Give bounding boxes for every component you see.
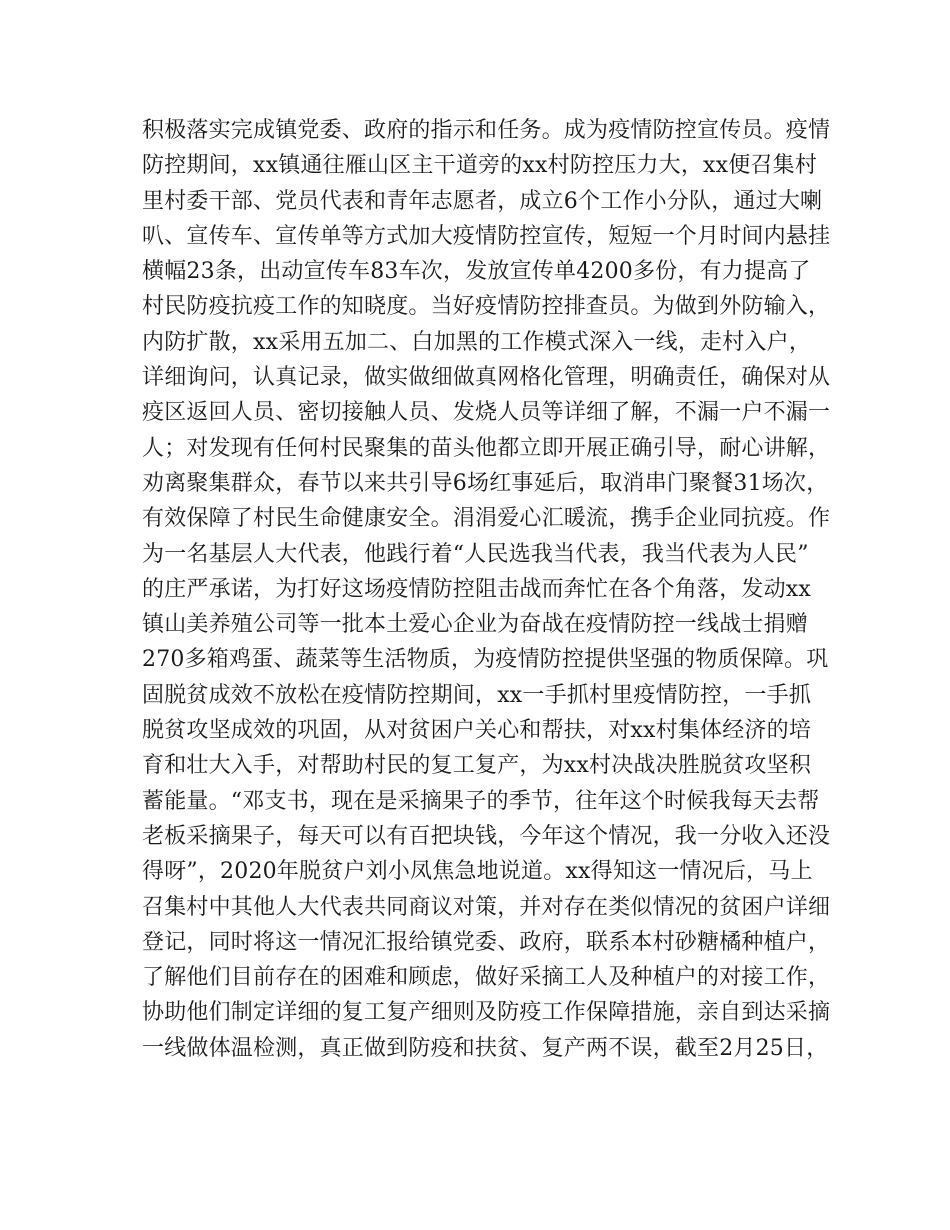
- text-line: 叭、宣传车、宣传单等方式加大疫情防控宣传，短短一个月时间内悬挂: [142, 223, 831, 249]
- text-line: 有效保障了村民生命健康安全。涓涓爱心汇暖流，携手企业同抗疫。作: [142, 506, 831, 532]
- text-line: 的庄严承诺，为打好这场疫情防控阻击战而奔忙在各个角落，发动xx: [142, 576, 812, 602]
- text-line: 一线做体温检测，真正做到防疫和扶贫、复产两不误，截至2月25日，: [142, 1035, 829, 1061]
- text-line: 脱贫攻坚成效的巩固，从对贫困户关心和帮扶，对xx村集体经济的培: [142, 718, 812, 744]
- text-line: 了解他们目前存在的困难和顾虑，做好采摘工人及种植户的对接工作，: [142, 965, 831, 991]
- text-line: 内防扩散，xx采用五加二、白加黑的工作模式深入一线，走村入户，: [142, 329, 812, 355]
- text-line: 防控期间，xx镇通往雁山区主干道旁的xx村防控压力大，xx便召集村: [142, 153, 818, 179]
- text-line: 育和壮大入手，对帮助村民的复工复产，为xx村决战决胜脱贫攻坚积: [142, 753, 812, 779]
- text-line: 270多箱鸡蛋、蔬菜等生活物质，为疫情防控提供坚强的物质保障。巩: [142, 647, 829, 673]
- text-line: 得呀”，2020年脱贫户刘小凤焦急地说道。xx得知这一情况后，马上: [142, 859, 813, 885]
- text-line: 镇山美养殖公司等一批本土爱心企业为奋战在疫情防控一线战士捐赠: [142, 612, 809, 638]
- text-line: 为一名基层人大代表，他践行着“人民选我当代表，我当代表为人民”: [142, 541, 809, 567]
- text-line: 村民防疫抗疫工作的知晓度。当好疫情防控排查员。为做到外防输入，: [142, 294, 831, 320]
- text-line: 人；对发现有任何村民聚集的苗头他都立即开展正确引导，耐心讲解，: [142, 435, 831, 461]
- text-line: 召集村中其他人大代表共同商议对策，并对存在类似情况的贫困户详细: [142, 894, 831, 920]
- body-text: [142, 113, 832, 1066]
- text-line: 协助他们制定详细的复工复产细则及防疫工作保障措施，亲自到达采摘: [142, 1000, 831, 1026]
- text-line: 登记，同时将这一情况汇报给镇党委、政府，联系本村砂糖橘种植户，: [142, 929, 831, 955]
- text-line: 积极落实完成镇党委、政府的指示和任务。成为疫情防控宣传员。疫情: [142, 118, 831, 143]
- text-line: 疫区返回人员、密切接触人员、发烧人员等详细了解，不漏一户不漏一: [142, 400, 831, 426]
- text-line: 里村委干部、党员代表和青年志愿者，成立6个工作小分队，通过大喇: [142, 188, 823, 214]
- text-line: 老板采摘果子，每天可以有百把块钱，今年这个情况，我一分收入还没: [142, 823, 831, 849]
- text-line: 蓄能量。“邓支书，现在是采摘果子的季节，往年这个时候我每天去帮: [142, 788, 820, 814]
- text-line: 横幅23条，出动宣传车83车次，发放宣传单4200多份，有力提高了: [142, 259, 811, 285]
- text-line: 劝离聚集群众，春节以来共引导6场红事延后，取消串门聚餐31场次，: [142, 470, 829, 496]
- text-line: 详细询问，认真记录，做实做细做真网格化管理，明确责任，确保对从: [142, 365, 831, 391]
- text-line: 固脱贫成效不放松在疫情防控期间，xx一手抓村里疫情防控，一手抓: [142, 682, 812, 708]
